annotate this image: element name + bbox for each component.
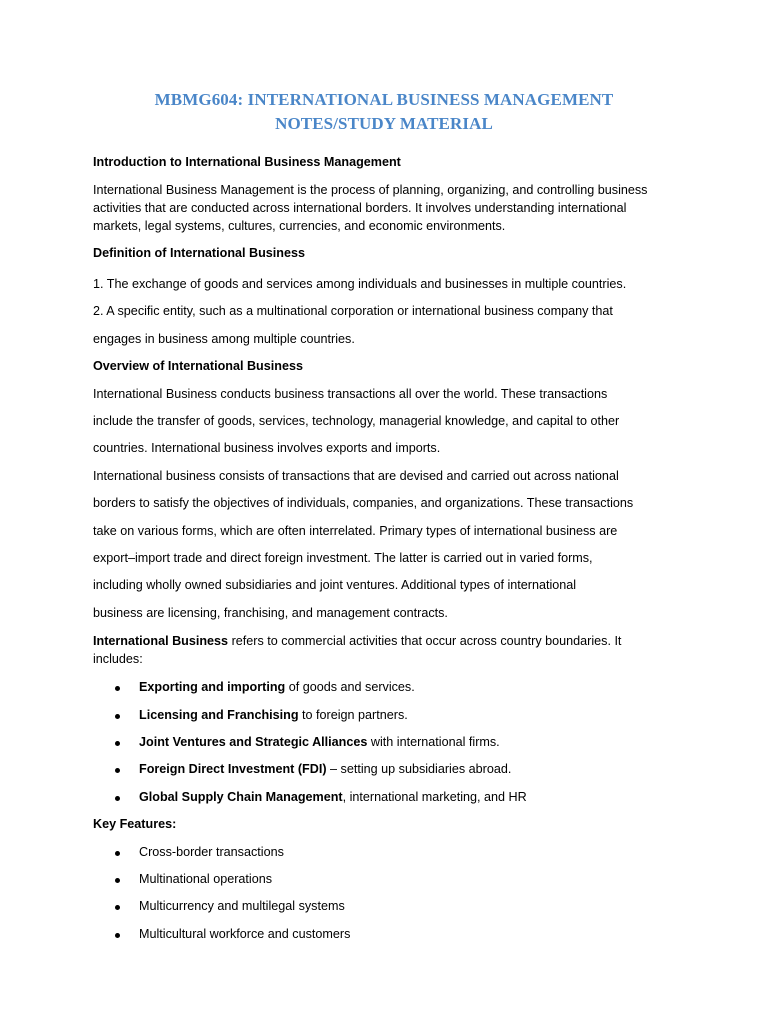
intro-paragraph: International Business Management is the process of planning, organizing, and controlling business activities that are conducted across international borders. It involves understanding international markets, legal systems, cultures, currencies, and economic environments. <box>93 183 648 233</box>
ib-activities-list <box>93 674 673 811</box>
list-item-term: Licensing and Franchising <box>139 707 299 722</box>
overview-paragraph-2 <box>93 463 673 627</box>
list-item-term: Exporting and importing <box>139 680 286 695</box>
bullet-icon <box>115 933 120 938</box>
overview-p1-line: International Business conducts business transactions all over the world. These transactions <box>93 386 608 401</box>
list-item-text: to foreign partners. <box>298 707 408 722</box>
list-item <box>93 866 673 893</box>
ib-definition-paragraph <box>93 632 673 668</box>
definition-heading: Definition of International Business <box>93 246 306 260</box>
list-item-text: with international firms. <box>367 735 500 750</box>
document-title: MBMG604: INTERNATIONAL BUSINESS MANAGEMENT <box>154 90 614 109</box>
bullet-icon <box>115 878 120 883</box>
list-item-text: Multicurrency and multilegal systems <box>139 899 345 914</box>
bullet-icon <box>115 714 120 719</box>
bullet-icon <box>115 768 120 773</box>
list-item <box>93 729 673 756</box>
definition-point-2-line-2: engages in business among multiple countries. <box>93 331 355 346</box>
overview-paragraph-1 <box>93 381 673 463</box>
list-item-text: – setting up subsidiaries abroad. <box>326 762 512 777</box>
document-body <box>93 153 673 948</box>
overview-p1-line: countries. International business involves exports and imports. <box>93 441 441 456</box>
list-item-text: Cross-border transactions <box>139 844 284 859</box>
bullet-icon <box>115 686 120 691</box>
ib-definition-term: International Business <box>93 634 229 649</box>
list-item-text: Multinational operations <box>139 872 273 887</box>
list-item <box>93 784 673 811</box>
list-item-term: Joint Ventures and Strategic Alliances <box>139 735 368 750</box>
list-item <box>93 674 673 701</box>
definition-point-1: 1. The exchange of goods and services among individuals and businesses in multiple countries. <box>93 277 627 291</box>
overview-p1-line: include the transfer of goods, services, technology, managerial knowledge, and capital to other <box>93 414 620 429</box>
intro-heading: Introduction to International Business Management <box>93 155 401 169</box>
overview-p2-line: International business consists of transactions that are devised and carried out across national <box>93 468 619 483</box>
document-subtitle: NOTES/STUDY MATERIAL <box>275 114 493 133</box>
list-item <box>93 921 673 948</box>
list-item <box>93 893 673 920</box>
overview-p2-line: business are licensing, franchising, and management contracts. <box>93 605 448 620</box>
overview-p2-line: export–import trade and direct foreign investment. The latter is carried out in varied forms, <box>93 551 593 566</box>
list-item-text: of goods and services. <box>285 680 415 695</box>
bullet-icon <box>115 741 120 746</box>
bullet-icon <box>115 796 120 801</box>
bullet-icon <box>115 851 120 856</box>
key-features-list <box>93 839 673 949</box>
list-item-term: Global Supply Chain Management <box>139 789 343 804</box>
overview-p2-line: including wholly owned subsidiaries and joint ventures. Additional types of international <box>93 578 577 593</box>
key-features-heading: Key Features: <box>93 817 177 832</box>
overview-p2-line: borders to satisfy the objectives of individuals, companies, and organizations. These transactions <box>93 496 634 511</box>
overview-heading: Overview of International Business <box>93 359 303 374</box>
list-item <box>93 839 673 866</box>
bullet-icon <box>115 905 120 910</box>
list-item <box>93 702 673 729</box>
list-item-text: Multicultural workforce and customers <box>139 926 351 941</box>
definition-point-2-line-1: 2. A specific entity, such as a multinational corporation or international business company that <box>93 304 613 319</box>
list-item-text: , international marketing, and HR <box>342 789 527 804</box>
overview-p2-line: take on various forms, which are often interrelated. Primary types of international business are <box>93 523 618 538</box>
ib-definition-text: refers to commercial activities that occur across country boundaries. It includes: <box>93 634 622 667</box>
list-item <box>93 756 673 783</box>
list-item-term: Foreign Direct Investment (FDI) <box>139 762 327 777</box>
